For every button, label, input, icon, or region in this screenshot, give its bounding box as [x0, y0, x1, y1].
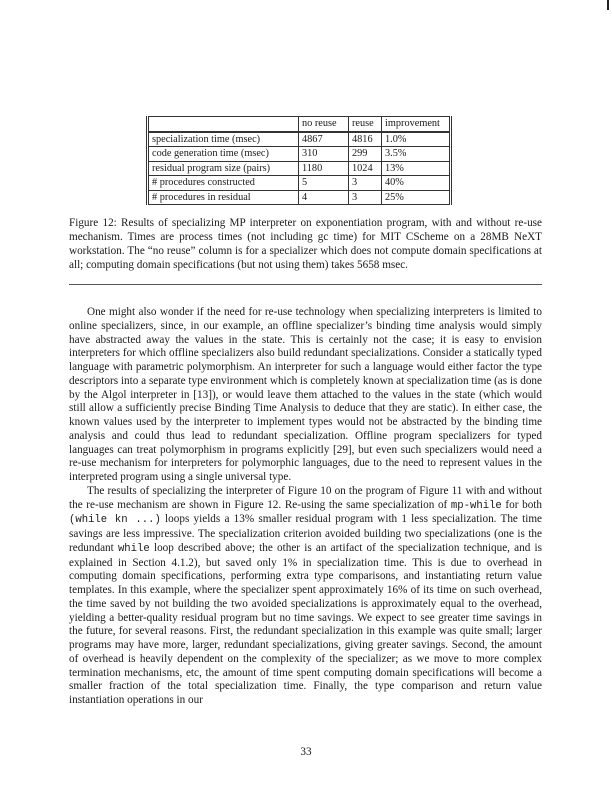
table-cell: 13%: [382, 161, 451, 176]
table-cell: 4: [299, 190, 349, 205]
table-row: [148, 190, 451, 205]
table-cell: 1024: [349, 161, 382, 176]
table-cell: 3.5%: [382, 147, 451, 162]
table-header-row: [148, 117, 451, 132]
page-number: 33: [300, 746, 312, 758]
table-cell: 4867: [299, 132, 349, 147]
text-span: for both: [501, 498, 542, 511]
table-cell: # procedures in residual: [148, 190, 299, 205]
table-cell: code generation time (msec): [148, 147, 299, 162]
table-header-cell: improvement: [382, 117, 451, 132]
table-header-cell: no reuse: [299, 117, 349, 132]
table-cell: 4816: [349, 132, 382, 147]
results-table: [146, 116, 452, 205]
table-header-cell: [148, 117, 299, 132]
table-cell: 1180: [299, 161, 349, 176]
table-row: [148, 176, 451, 191]
table-cell: 5: [299, 176, 349, 191]
text-span: The results of specializing the interpreter of Figure 10 on the program of Figure 11 with and without the re-use mechanism are shown in Figure 12. Re-using the same specialization of: [69, 484, 542, 511]
table-row: [148, 161, 451, 176]
text-span: loop described above; the other is an artifact of the specialization technique, and is explained in Section 4.1.2), but saved only 1% in specialization time. This is due to overhead in computing domain specifications, performing extra type comparisons, and instantiating return value templates. In this example, where the specializer spent approximately 16% of its time on such overhead, the time saved by not building the two avoided specializations is approximately equal to the overhead, yielding a better-quality residual program but no time savings. We expect to see greater time savings in the future, for several reasons. First, the redundant specialization in this example was quite small; larger programs may have more, larger, redundant specializations, giving greater savings. Second, the amount of overhead is heavily dependent on the complexity of the specializer; as we move to more complex termination mechanisms, etc, the amount of time spent computing domain specifications will become a smaller fraction of the total specialization time. Finally, the type comparison and return value instantiation operations in our: [69, 541, 542, 706]
table-row: [148, 132, 451, 147]
code-span: (while kn ...): [69, 514, 161, 527]
table-row: [148, 147, 451, 162]
code-span: while: [117, 542, 150, 555]
table-cell: 3: [349, 190, 382, 205]
table-cell: 299: [349, 147, 382, 162]
table-cell: 3: [349, 176, 382, 191]
table-cell: 25%: [382, 190, 451, 205]
table-cell: # procedures constructed: [148, 176, 299, 191]
paragraph: [69, 485, 542, 708]
table-cell: 310: [299, 147, 349, 162]
figure-separator-rule: [69, 284, 542, 285]
text-span: loops yields a 13% smaller residual program with 1 less specialization. The time savings are less impressive. The specialization criterion avoided building two specializations (one is the redundant: [69, 513, 542, 554]
scan-corner-mark: [607, 0, 609, 10]
body-text: [69, 306, 542, 708]
figure-caption: Figure 12: Results of specializing MP interpreter on exponentiation program, with and without re-use mechanism. Times are process times (not including gc time) for MIT CScheme on a 28MB NeXT workstation. The “no reuse” column is for a specializer which does not compute domain specifications at all; computing domain specifications (but not using them) takes 5658 msec.: [69, 217, 542, 271]
paragraph: One might also wonder if the need for re-use technology when specializing interpreters is limited to online specializers, since, in our example, an offline specializer’s binding time analysis would simply have abstracted away the values in the state. This is certainly not the case; it is easy to envision interpreters for which offline specializers also build redundant specializations. Consider a statically typed language with parametric polymorphism. An interpreter for such a language would either factor the type descriptors into a separate type environment which is completely known at specialization time (as is done by the Algol interpreter in [13]), or would leave them attached to the values in the state (which would still allow a sufficiently precise Binding Time Analysis to deduce that they are static). In either case, the known values used by the interpreter to implement types would not be abstracted by the binding time analysis and could thus lead to redundant specialization. Offline program specializers for typed languages can treat polymorphism in programs explicitly [29], but even such specializers would need a re-use mechanism for interpreters for polymorphic languages, due to the need to represent values in the interpreted program using a single universal type.: [69, 306, 542, 483]
table-cell: 1.0%: [382, 132, 451, 147]
table-cell: residual program size (pairs): [148, 161, 299, 176]
code-span: mp-while: [450, 499, 502, 512]
table-header-cell: reuse: [349, 117, 382, 132]
table-cell: 40%: [382, 176, 451, 191]
table-cell: specialization time (msec): [148, 132, 299, 147]
